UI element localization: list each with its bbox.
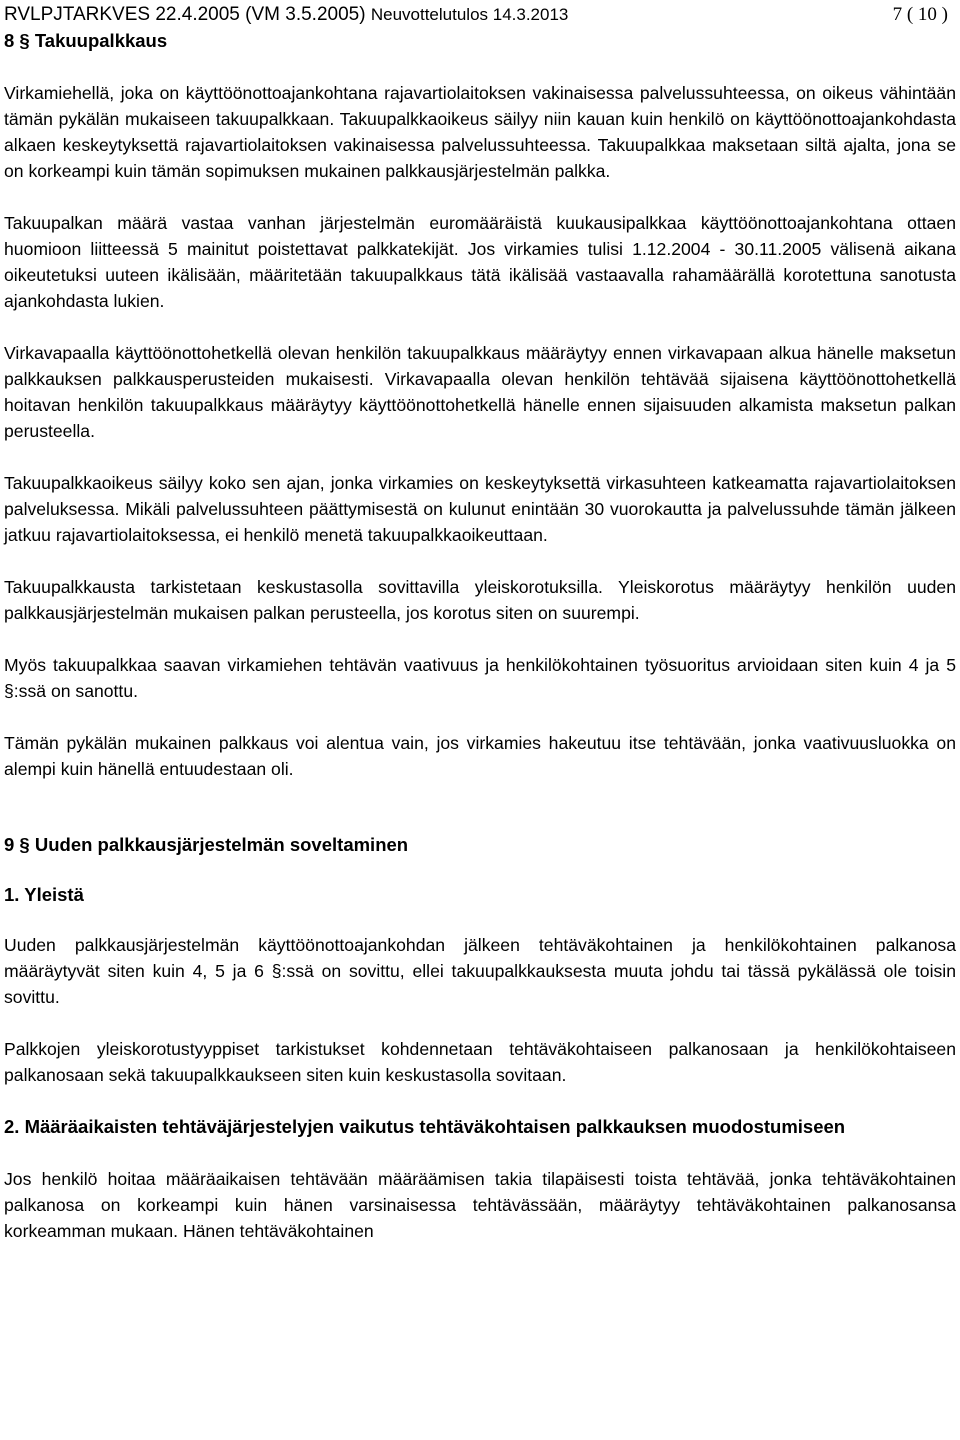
section-9-2-paragraph-1: Jos henkilö hoitaa määräaikaisen tehtävään määräämisen takia tilapäisesti toista tehtävää, jonka tehtäväkohtainen palkanosa on korkeampi kuin hänen varsinaisessa tehtävässään, määräytyy tehtäväkohtainen palkanosansa korkeamman mukaan. Hänen tehtäväkohtainen bbox=[4, 1169, 956, 1241]
section-8-paragraph-6: Myös takuupalkkaa saavan virkamiehen tehtävän vaativuus ja henkilökohtainen työsuoritus arvioidaan siten kuin 4 ja 5 §:ssä on sanottu. bbox=[4, 655, 956, 701]
spacer bbox=[4, 1088, 956, 1114]
page-header bbox=[4, 2, 956, 28]
spacer bbox=[4, 908, 956, 932]
spacer bbox=[4, 444, 956, 470]
spacer bbox=[4, 184, 956, 210]
section-8-paragraph-2: Takuupalkan määrä vastaa vanhan järjestelmän euromääräistä kuukausipalkkaa käyttöönottoajankohtana ottaen huomioon liitteessä 5 mainitut poistettavat palkkatekijät. Jos virkamies tulisi 1.12.2004 - 30.11.2005 välisenä aikana oikeutetuksi uuteen ikälisään, määritetään takuupalkkaus tätä ikälisää vastaavalla rahamäärällä korotettuna sanotusta ajankohdasta lukien. bbox=[4, 213, 956, 311]
header-left bbox=[4, 2, 568, 28]
section-9-heading: 9 § Uuden palkkausjärjestelmän soveltaminen bbox=[4, 834, 409, 855]
page-number: 7 ( 10 ) bbox=[892, 4, 948, 25]
section-8-paragraph-4: Takuupalkkaoikeus säilyy koko sen ajan, jonka virkamies on keskeytyksettä virkasuhteen katkeamatta rajavartiolaitoksen palveluksessa. Mikäli palvelussuhteen päättymisestä on kulunut enintään 30 vuorokautta ja palvelussuhde tämän jälkeen jatkuu rajavartiolaitoksessa, ei henkilö menetä takuupalkkaoikeuttaan. bbox=[4, 473, 956, 545]
section-9-subheading-2: 2. Määräaikaisten tehtäväjärjestelyjen vaikutus tehtäväkohtaisen palkkauksen muodostumiseen bbox=[4, 1116, 846, 1137]
negotiation-label: Neuvottelutulos 14.3.2013 bbox=[370, 5, 569, 24]
section-8-heading: 8 § Takuupalkkaus bbox=[4, 30, 168, 51]
section-9-1-paragraph-1: Uuden palkkausjärjestelmän käyttöönottoajankohdan jälkeen tehtäväkohtainen ja henkilökohtainen palkanosa määräytyvät siten kuin 4, 5 ja 6 §:ssä on sovittu, ellei takuupalkkauksesta muuta johdu tai tässä pykälässä ole toisin sovittu. bbox=[4, 935, 956, 1007]
section-9-subheading-1: 1. Yleistä bbox=[4, 884, 84, 905]
section-8-paragraph-1: Virkamiehellä, joka on käyttöönottoajankohtana rajavartiolaitoksen vakinaisessa palvelussuhteessa, on oikeus vähintään tämän pykälän mukaiseen takuupalkkaan. Takuupalkkaoikeus säilyy niin kauan kuin henkilö on käyttöönottoajankohdasta alkaen keskeytyksettä rajavartiolaitoksen vakinaisessa palvelussuhteessa. Takuupalkkaa maksetaan siltä ajalta, jona se on korkeampi kuin tämän sopimuksen mukainen palkkausjärjestelmän palkka. bbox=[4, 83, 956, 181]
document-page bbox=[0, 2, 960, 1440]
spacer bbox=[4, 704, 956, 730]
spacer bbox=[4, 1010, 956, 1036]
section-8-paragraph-7: Tämän pykälän mukainen palkkaus voi alentua vain, jos virkamies hakeutuu itse tehtävään, jonka vaativuusluokka on alempi kuin hänellä entuudestaan oli. bbox=[4, 733, 956, 779]
spacer bbox=[4, 626, 956, 652]
section-9-1-paragraph-2: Palkkojen yleiskorotustyyppiset tarkistukset kohdennetaan tehtäväkohtaiseen palkanosaan ja henkilökohtaiseen palkanosaan sekä takuupalkkaukseen siten kuin keskustasolla sovitaan. bbox=[4, 1039, 956, 1085]
document-title: RVLPJTARKVES 22.4.2005 (VM 3.5.2005) bbox=[4, 4, 366, 25]
section-8-paragraph-3: Virkavapaalla käyttöönottohetkellä olevan henkilön takuupalkkaus määräytyy ennen virkavapaan alkua hänelle maksetun palkkauksen palkkausperusteiden mukaisesti. Virkavapaalla olevan henkilön tehtävää sijaisena käyttöönottohetkellä hoitavan henkilön takuupalkkaus määräytyy käyttöönottohetkellä hänelle ennen sijaisuuden alkamista maksetun palkan perusteella. bbox=[4, 343, 956, 441]
spacer bbox=[4, 1140, 956, 1166]
section-8-paragraph-5: Takuupalkkausta tarkistetaan keskustasolla sovittavilla yleiskorotuksilla. Yleiskorotus määräytyy henkilön uuden palkkausjärjestelmän mukaisen palkan perusteella, jos korotus siten on suurempi. bbox=[4, 577, 956, 623]
spacer bbox=[4, 314, 956, 340]
spacer bbox=[4, 548, 956, 574]
spacer bbox=[4, 54, 956, 80]
spacer bbox=[4, 858, 956, 882]
spacer bbox=[4, 782, 956, 832]
